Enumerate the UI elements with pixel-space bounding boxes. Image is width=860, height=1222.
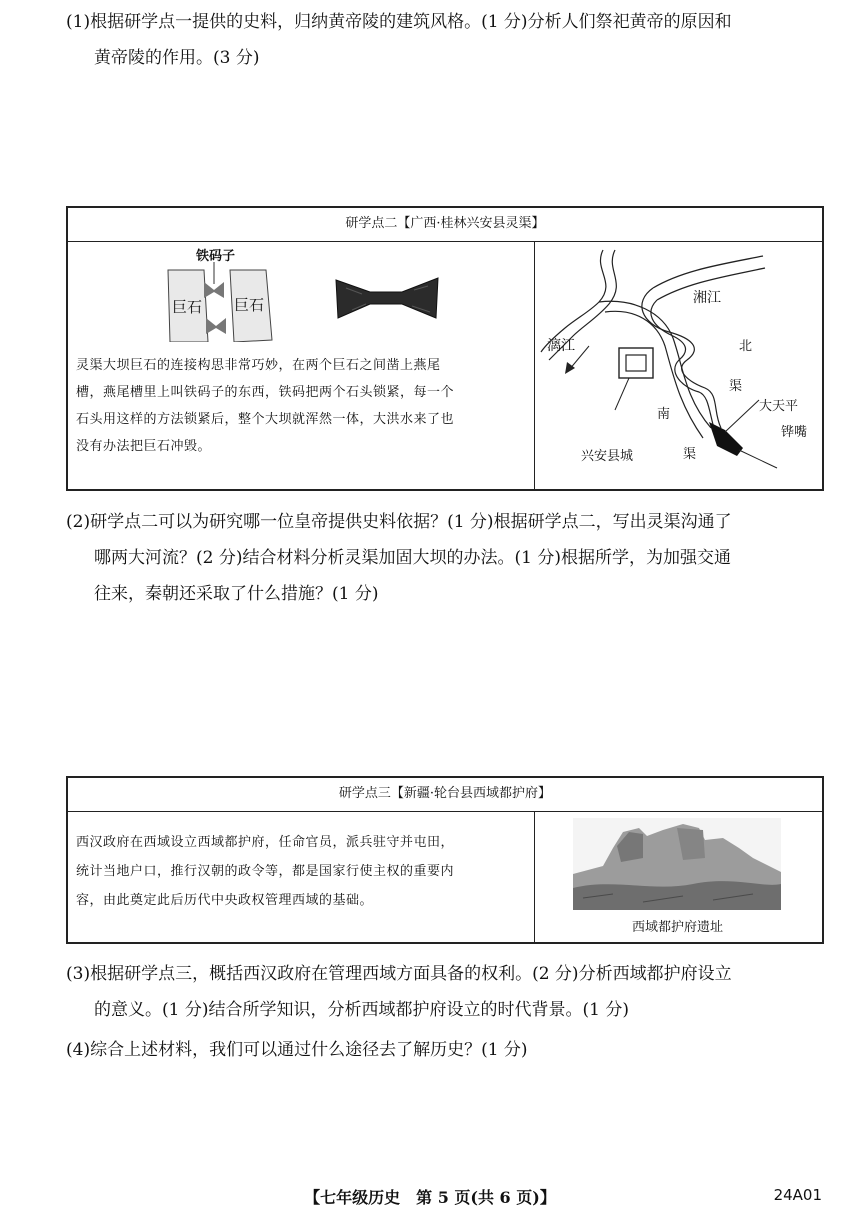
iron-clamp-label: 铁码子 bbox=[196, 249, 236, 264]
question-4-line-1: (4)综合上述材料，我们可以通过什么途径去了解历史？(1 分) bbox=[66, 1040, 528, 1060]
text-line: 统计当地户口，推行汉朝的政令等，都是国家行使主权的重要内 bbox=[76, 864, 455, 879]
huazui-label: 铧嘴 bbox=[781, 425, 808, 440]
page-footer: 【七年级历史 第 5 页(共 6 页)】 bbox=[304, 1188, 556, 1207]
iron-clamp-bottom-icon bbox=[206, 318, 226, 334]
datianping-label: 大天平 bbox=[759, 399, 799, 414]
text-line: 石头用这样的方法锁紧后，整个大坝就浑然一体，大洪水来了也 bbox=[76, 412, 455, 427]
dam-icon bbox=[709, 422, 743, 456]
study-point-2-text bbox=[76, 352, 531, 460]
study-point-2-right-cell bbox=[533, 242, 822, 489]
iron-clamp-photo bbox=[332, 274, 442, 322]
xingan-city-label: 兴安县城 bbox=[581, 449, 634, 464]
question-2 bbox=[66, 504, 826, 612]
text-line: 容，由此奠定此后历代中央政权管理西域的基础。 bbox=[76, 893, 374, 908]
question-1 bbox=[66, 4, 826, 76]
lingqu-canal-map bbox=[533, 242, 822, 489]
study-point-2-title: 研学点二【广西·桂林兴安县灵渠】 bbox=[68, 208, 822, 242]
question-2-line-3: 往来，秦朝还采取了什么措施？(1 分) bbox=[94, 584, 379, 604]
nan-label: 南 bbox=[657, 407, 671, 422]
lijiang-label: 漓江 bbox=[547, 338, 575, 354]
bei-label: 北 bbox=[739, 339, 753, 354]
study-point-2-box bbox=[66, 206, 824, 491]
question-2-line-1: (2)研学点二可以为研究哪一位皇帝提供史料依据？(1 分)根据研学点二，写出灵渠沟通了 bbox=[66, 512, 732, 532]
qu-label-south: 渠 bbox=[683, 447, 697, 462]
text-line: 没有办法把巨石冲毁。 bbox=[76, 439, 212, 454]
left-stone-label: 巨石 bbox=[172, 298, 203, 316]
stone-joint-diagram bbox=[160, 246, 290, 342]
question-2-line-2: 哪两大河流？(2 分)结合材料分析灵渠加固大坝的办法。(1 分)根据所学，为加强交通 bbox=[94, 548, 731, 568]
study-point-3-left-cell bbox=[68, 812, 535, 942]
study-point-2-left-cell bbox=[68, 242, 535, 489]
text-line: 槽，燕尾槽里上叫铁码子的东西，铁码把两个石头锁紧，每一个 bbox=[76, 385, 455, 400]
question-4 bbox=[66, 1032, 826, 1068]
question-3-line-1: (3)根据研学点三，概括西汉政府在管理西域方面具备的权利。(2 分)分析西域都护府设立 bbox=[66, 964, 732, 984]
question-1-line-2: 黄帝陵的作用。(3 分) bbox=[94, 48, 260, 68]
ruins-photo bbox=[573, 818, 781, 910]
text-line: 西汉政府在西域设立西域都护府，任命官员，派兵驻守并屯田， bbox=[76, 835, 455, 850]
study-point-3-title: 研学点三【新疆·轮台县西域都护府】 bbox=[68, 778, 822, 812]
question-1-line-1: (1)根据研学点一提供的史料，归纳黄帝陵的建筑风格。(1 分)分析人们祭祀黄帝的原因和 bbox=[66, 12, 732, 32]
study-point-3-right-cell bbox=[533, 812, 822, 942]
study-point-3-box bbox=[66, 776, 824, 944]
iron-clamp-top-icon bbox=[204, 282, 224, 298]
xiangjiang-label: 湘江 bbox=[693, 290, 721, 306]
right-stone-label: 巨石 bbox=[234, 296, 265, 314]
exam-code: 24A01 bbox=[773, 1186, 822, 1204]
text-line: 灵渠大坝巨石的连接构思非常巧妙，在两个巨石之间凿上燕尾 bbox=[76, 358, 441, 373]
question-3-line-2: 的意义。(1 分)结合所学知识，分析西域都护府设立的时代背景。(1 分) bbox=[94, 1000, 629, 1020]
xingan-city-icon bbox=[619, 348, 653, 378]
study-point-3-text bbox=[76, 828, 531, 915]
question-3 bbox=[66, 956, 826, 1028]
ruins-photo-caption: 西域都护府遗址 bbox=[631, 920, 723, 935]
qu-label-north: 渠 bbox=[729, 379, 743, 394]
